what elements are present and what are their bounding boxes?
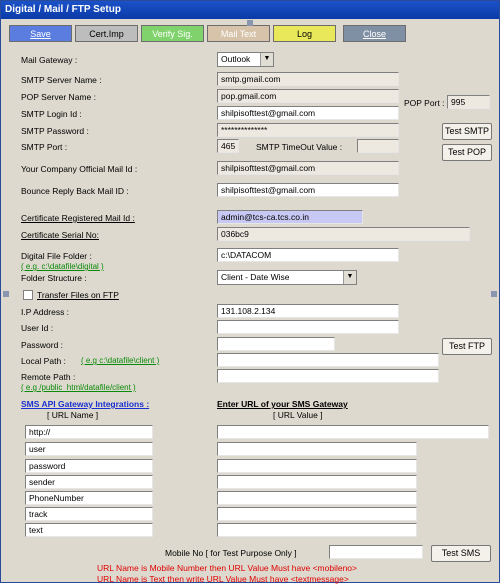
- resize-handle-right[interactable]: [491, 291, 497, 297]
- cert-serial-label: Certificate Serial No:: [21, 230, 99, 240]
- sms-note-text: URL Name is Text then write URL Value Must have <textmessage>: [97, 574, 349, 584]
- pop-server-field[interactable]: pop.gmail.com: [217, 89, 399, 103]
- smtp-password-label: SMTP Password :: [21, 126, 89, 136]
- mobile-no-field[interactable]: [329, 545, 423, 559]
- resize-handle-left[interactable]: [3, 291, 9, 297]
- folder-structure-select[interactable]: [217, 270, 357, 285]
- pop-server-label: POP Server Name :: [21, 92, 96, 102]
- local-path-field[interactable]: [217, 353, 439, 367]
- url-name-field[interactable]: sender: [25, 475, 153, 489]
- url-name-field[interactable]: PhoneNumber: [25, 491, 153, 505]
- url-name-field[interactable]: password: [25, 459, 153, 473]
- cert-mail-field[interactable]: admin@tcs-ca.tcs.co.in: [217, 210, 363, 224]
- save-button[interactable]: Save: [9, 25, 72, 42]
- ftp-password-field[interactable]: [217, 337, 335, 351]
- verify-signature-button[interactable]: Verify Sig.: [141, 25, 204, 42]
- cert-serial-field[interactable]: 036bc9: [217, 227, 470, 241]
- url-value-field[interactable]: [217, 507, 417, 521]
- url-name-header: [ URL Name ]: [47, 410, 99, 420]
- chevron-down-icon: ▼: [260, 53, 273, 66]
- sms-note-mobile: URL Name is Mobile Number then URL Value Must have <mobileno>: [97, 563, 358, 573]
- smtp-timeout-label: SMTP TimeOut Value :: [256, 142, 343, 152]
- transfer-ftp-checkbox[interactable]: [23, 290, 33, 300]
- smtp-timeout-field[interactable]: [357, 139, 399, 153]
- url-value-field[interactable]: [217, 425, 489, 439]
- log-button[interactable]: Log: [273, 25, 336, 42]
- url-value-field[interactable]: [217, 491, 417, 505]
- mail-text-button[interactable]: Mail Text: [207, 25, 270, 42]
- resize-handle-top[interactable]: [247, 20, 253, 26]
- window-title: Digital / Mail / FTP Setup: [5, 4, 121, 15]
- close-button[interactable]: Close: [343, 25, 406, 42]
- remote-path-hint: ( e.g /public_html/datafile/client ): [21, 383, 136, 392]
- url-name-field[interactable]: http://: [25, 425, 153, 439]
- mail-gateway-label: Mail Gateway :: [21, 55, 78, 65]
- chevron-down-icon: ▼: [343, 271, 356, 284]
- url-name-field[interactable]: track: [25, 507, 153, 521]
- url-value-field[interactable]: [217, 442, 417, 456]
- url-name-field[interactable]: text: [25, 523, 153, 537]
- user-id-field[interactable]: [217, 320, 399, 334]
- sms-url-title: Enter URL of your SMS Gateway: [217, 399, 348, 409]
- mail-gateway-select[interactable]: [217, 52, 274, 67]
- ftp-password-label: Password :: [21, 340, 64, 350]
- bounce-mail-field[interactable]: shilpisofttest@gmail.com: [217, 183, 399, 197]
- digital-folder-hint: ( e.g. c:\datafile\digital ): [21, 262, 104, 271]
- ip-address-label: I.P Address :: [21, 307, 70, 317]
- sms-api-title: SMS API Gateway Integrations :: [21, 399, 150, 409]
- local-path-hint: ( e.g c:\datafile\client ): [81, 356, 160, 365]
- smtp-login-field[interactable]: shilpisofttest@gmail.com: [217, 106, 399, 120]
- user-id-label: User Id :: [21, 323, 54, 333]
- smtp-login-label: SMTP Login Id :: [21, 109, 82, 119]
- title-bar: [1, 1, 499, 19]
- ip-address-field[interactable]: 131.108.2.134: [217, 304, 399, 318]
- cert-import-button[interactable]: Cert.Imp: [75, 25, 138, 42]
- url-value-field[interactable]: [217, 459, 417, 473]
- smtp-server-field[interactable]: smtp.gmail.com: [217, 72, 399, 86]
- pop-port-field[interactable]: 995: [447, 95, 490, 109]
- digital-folder-field[interactable]: c:\DATACOM: [217, 248, 399, 262]
- company-mail-label: Your Company Official Mail Id :: [21, 164, 138, 174]
- local-path-label: Local Path :: [21, 356, 66, 366]
- url-value-header: [ URL Value ]: [273, 410, 323, 420]
- smtp-password-field[interactable]: **************: [217, 123, 399, 137]
- mail-gateway-value: Outlook: [221, 54, 251, 64]
- bounce-mail-label: Bounce Reply Back Mail ID :: [21, 186, 129, 196]
- remote-path-field[interactable]: [217, 369, 439, 383]
- url-value-field[interactable]: [217, 475, 417, 489]
- transfer-ftp-label: Transfer Files on FTP: [37, 290, 119, 300]
- test-smtp-button[interactable]: Test SMTP: [442, 123, 492, 140]
- cert-mail-label: Certificate Registered Mail Id :: [21, 213, 135, 223]
- test-pop-button[interactable]: Test POP: [442, 144, 492, 161]
- test-sms-button[interactable]: Test SMS: [431, 545, 491, 562]
- digital-folder-label: Digital File Folder :: [21, 251, 92, 261]
- smtp-port-label: SMTP Port :: [21, 142, 68, 152]
- mobile-no-label: Mobile No [ for Test Purpose Only ]: [165, 548, 297, 558]
- smtp-server-label: SMTP Server Name :: [21, 75, 102, 85]
- folder-structure-label: Folder Structure :: [21, 273, 87, 283]
- test-ftp-button[interactable]: Test FTP: [442, 338, 492, 355]
- url-value-field[interactable]: [217, 523, 417, 537]
- company-mail-field[interactable]: shilpisofttest@gmail.com: [217, 161, 399, 175]
- pop-port-label: POP Port :: [404, 98, 445, 108]
- remote-path-label: Remote Path :: [21, 372, 76, 382]
- folder-structure-value: Client - Date Wise: [221, 272, 290, 282]
- smtp-port-field[interactable]: 465: [217, 139, 239, 153]
- url-name-field[interactable]: user: [25, 442, 153, 456]
